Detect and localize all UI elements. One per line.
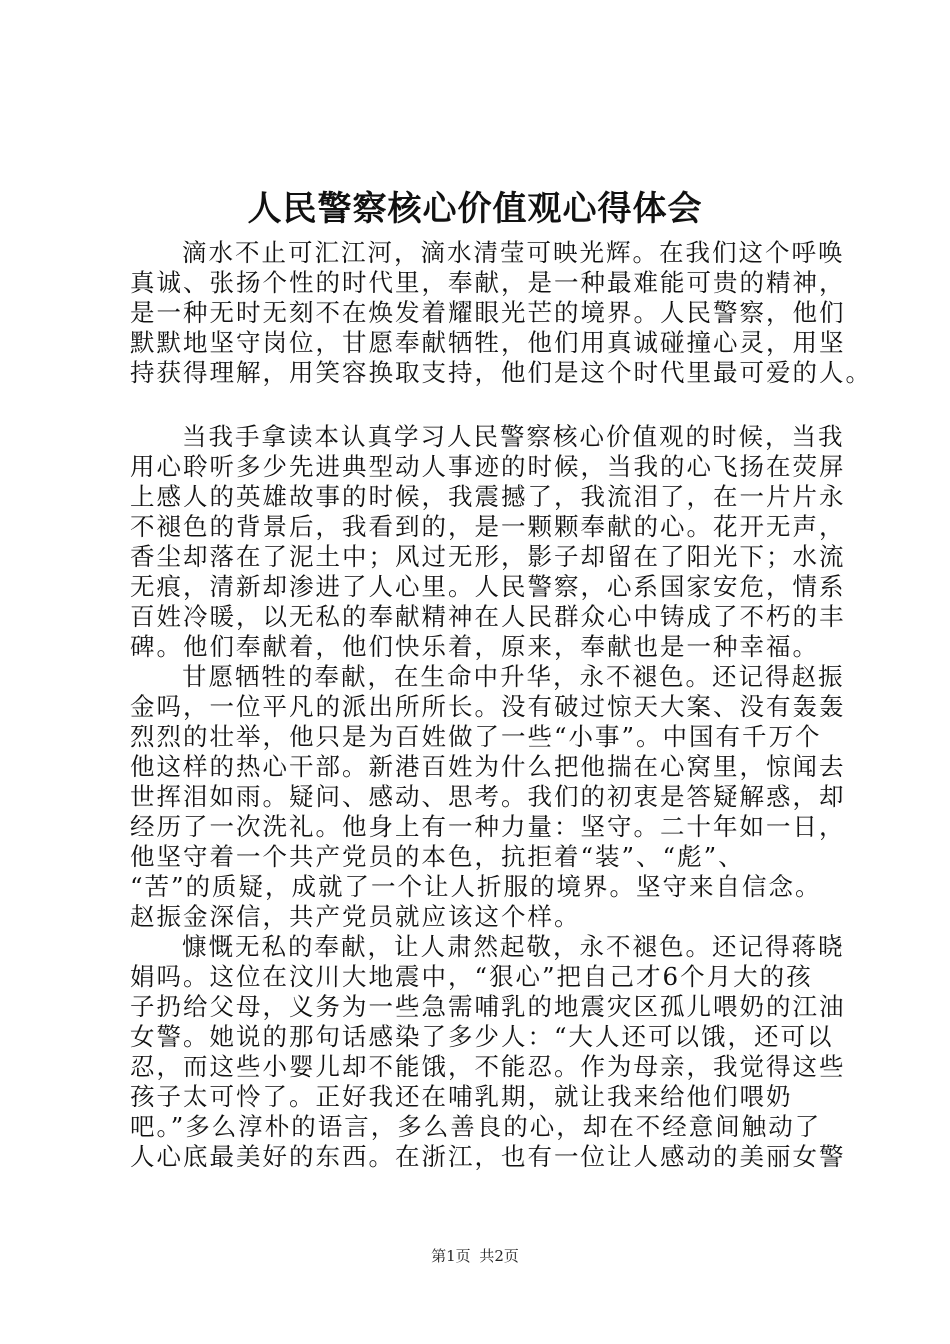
paragraph-line: 吧。”多么淳朴的语言，多么善良的心，却在不经意间触动了 — [130, 1112, 822, 1141]
paragraph-3 — [130, 662, 844, 932]
paragraph-line: 忍，而这些小婴儿却不能饿，不能忍。作为母亲，我觉得这些 — [130, 1052, 846, 1081]
paragraph-line: 碑。他们奉献着，他们快乐着，原来，奉献也是一种幸福。 — [130, 632, 819, 661]
paragraph-2 — [130, 422, 844, 662]
paragraph-line: 真诚、张扬个性的时代里，奉献，是一种最难能可贵的精神， — [130, 268, 846, 297]
paragraph-line: 人心底最美好的东西。在浙江，也有一位让人感动的美丽女警 — [130, 1142, 846, 1171]
paragraph-line: 烈烈的壮举，他只是为百姓做了一些“小事”。中国有千万个 — [130, 722, 822, 751]
paragraph-line: 默默地坚守岗位，甘愿奉献牺牲，他们用真诚碰撞心灵，用坚 — [130, 328, 846, 357]
paragraph-line: 世挥泪如雨。疑问、感动、思考。我们的初衷是答疑解惑，却 — [130, 782, 846, 811]
paragraph-line: 经历了一次洗礼。他身上有一种力量：坚守。二十年如一日， — [130, 812, 846, 841]
paragraph-line: 金吗，一位平凡的派出所所长。没有破过惊天大案、没有轰轰 — [130, 692, 846, 721]
paragraph-line: 用心聆听多少先进典型动人事迹的时候，当我的心飞扬在荧屏 — [130, 452, 846, 481]
paragraph-line: 持获得理解，用笑容换取支持，他们是这个时代里最可爱的人。 — [130, 358, 872, 387]
paragraph-line: 上感人的英雄故事的时候，我震撼了，我流泪了，在一片片永 — [130, 482, 846, 511]
page-total: 共2页 — [479, 1247, 519, 1265]
paragraph-line: 孩子太可怜了。正好我还在哺乳期，就让我来给他们喂奶 — [130, 1082, 793, 1111]
document-title: 人民警察核心价值观心得体会 — [247, 189, 703, 229]
paragraph-line: 无痕，清新却渗进了人心里。人民警察，心系国家安危，情系 — [130, 572, 846, 601]
paragraph-4 — [130, 932, 844, 1172]
paragraph-line: 甘愿牺牲的奉献，在生命中升华，永不褪色。还记得赵振 — [182, 662, 845, 691]
paragraph-line: 女警。她说的那句话感染了多少人：“大人还可以饿，还可以 — [130, 1022, 834, 1051]
paragraph-line: 香尘却落在了泥土中；风过无形，影子却留在了阳光下；水流 — [130, 542, 846, 571]
paragraph-line: “苦”的质疑，成就了一个让人折服的境界。坚守来自信念。 — [130, 872, 822, 901]
paragraph-line: 子扔给父母，义务为一些急需哺乳的地震灾区孤儿喂奶的江油 — [130, 992, 846, 1021]
paragraph-line: 赵振金深信，共产党员就应该这个样。 — [130, 902, 581, 931]
paragraph-line: 滴水不止可汇江河，滴水清莹可映光辉。在我们这个呼唤 — [182, 238, 845, 267]
paragraph-line: 百姓冷暖，以无私的奉献精神在人民群众心中铸成了不朽的丰 — [130, 602, 846, 631]
paragraph-line: 娟吗。这位在汶川大地震中，“狠心”把自己才6个月大的孩 — [130, 962, 813, 991]
paragraph-line: 他这样的热心干部。新港百姓为什么把他揣在心窝里，惊闻去 — [130, 752, 846, 781]
page-number: 第1页 — [431, 1247, 471, 1265]
paragraph-line: 慷慨无私的奉献，让人肃然起敬，永不褪色。还记得蒋晓 — [182, 932, 845, 961]
page-footer — [0, 1246, 950, 1266]
paragraph-line: 是一种无时无刻不在焕发着耀眼光芒的境界。人民警察，他们 — [130, 298, 846, 327]
paragraph-line: 不褪色的背景后，我看到的，是一颗颗奉献的心。花开无声， — [130, 512, 846, 541]
paragraph-1 — [130, 238, 872, 388]
paragraph-line: 当我手拿读本认真学习人民警察核心价值观的时候，当我 — [182, 422, 845, 451]
paragraph-line: 他坚守着一个共产党员的本色，抗拒着“装”、“彪”、 — [130, 842, 745, 871]
